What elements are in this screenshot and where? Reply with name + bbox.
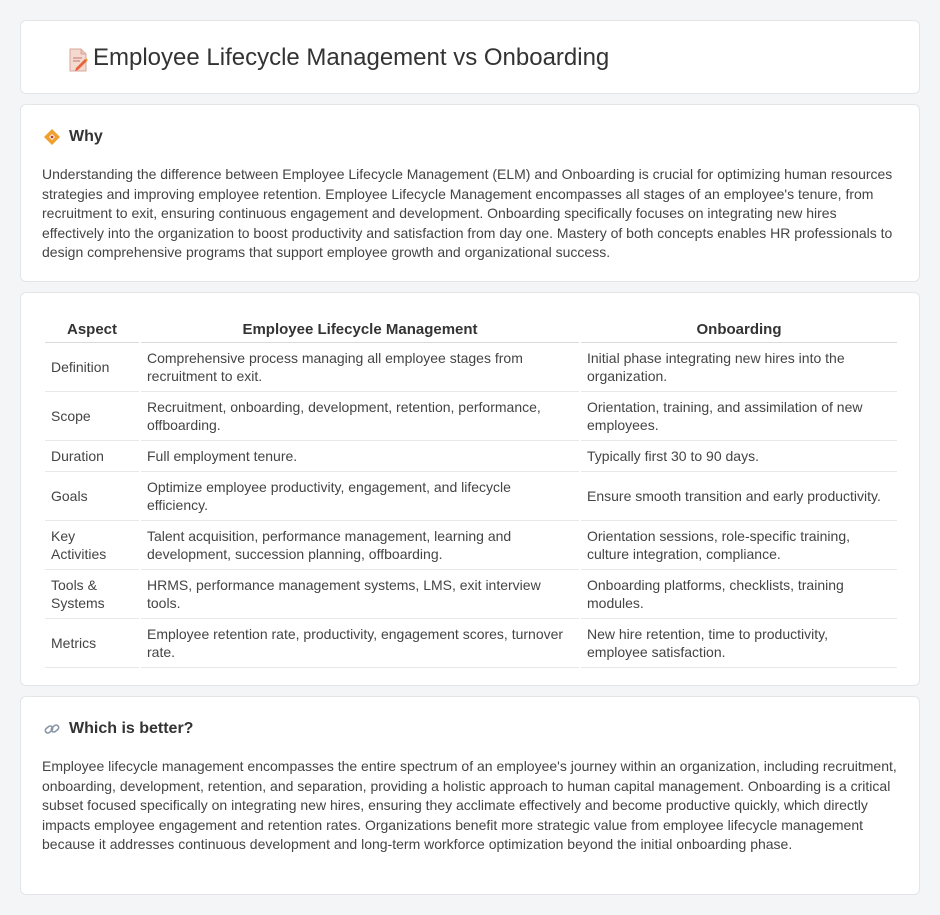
table-cell-elm: Comprehensive process managing all employee stages from recruitment to exit. [141,343,579,392]
why-text: Understanding the difference between Employee Lifecycle Management (ELM) and Onboarding is crucial for optimizing human resources strategies and improving employee retention. Employee Lifecycle Management encompasses all stages of an employee's tenure, from recruitment to exit, ensuring continuous engagement and development. Onboarding specifically focuses on integrating new hires effectively into the organization to boost productivity and satisfaction from day one. Mastery of both concepts enables HR professionals to design comprehensive programs that support employee growth and organizational success. [42,166,893,261]
column-header-onboarding: Onboarding [581,313,897,343]
table-cell-aspect: Tools & Systems [45,570,139,619]
table-cell-elm: Employee retention rate, productivity, engagement scores, turnover rate. [141,619,579,668]
why-section [20,104,920,282]
table-cell-aspect: Scope [45,392,139,441]
table-cell-onboarding: New hire retention, time to productivity, employee satisfaction. [581,619,897,668]
table-cell-elm: HRMS, performance management systems, LMS, exit interview tools. [141,570,579,619]
table-cell-aspect: Definition [45,343,139,392]
table-row [45,343,897,392]
table-cell-elm: Recruitment, onboarding, development, retention, performance, offboarding. [141,392,579,441]
table-cell-onboarding: Typically first 30 to 90 days. [581,441,897,472]
why-heading-row [43,127,103,147]
which-section [20,696,920,895]
table-cell-onboarding: Initial phase integrating new hires into the organization. [581,343,897,392]
table-cell-aspect: Duration [45,441,139,472]
table-cell-elm: Talent acquisition, performance management, learning and development, succession planning, offboarding. [141,521,579,570]
table-row [45,570,897,619]
table-cell-onboarding: Orientation sessions, role-specific training, culture integration, compliance. [581,521,897,570]
which-text: Employee lifecycle management encompasses the entire spectrum of an employee's journey within an organization, including recruitment, onboarding, development, retention, and separation, providing a holistic approach to human capital management. Onboarding is a critical subset focused specifically on integrating new hires, ensuring they acclimate effectively and become productive quickly, which directly impacts employee engagement and retention rates. Organizations benefit more strategic value from employee lifecycle management because it addresses continuous development and long-term workforce optimization beyond the initial onboarding phase. [42,758,897,853]
table-header-row [45,313,897,343]
table-row [45,392,897,441]
page-title: Employee Lifecycle Management vs Onboarding [93,44,610,71]
table-cell-onboarding: Orientation, training, and assimilation of new employees. [581,392,897,441]
table-row [45,472,897,521]
document-edit-icon [65,47,91,73]
table-row [45,441,897,472]
column-header-aspect: Aspect [45,313,139,343]
comparison-section [20,292,920,686]
which-heading: Which is better? [69,720,194,737]
table-cell-aspect: Key Activities [45,521,139,570]
table-cell-aspect: Goals [45,472,139,521]
column-header-elm: Employee Lifecycle Management [141,313,579,343]
table-cell-onboarding: Ensure smooth transition and early productivity. [581,472,897,521]
comparison-table [43,313,899,668]
link-icon [43,720,61,738]
table-row [45,619,897,668]
table-cell-aspect: Metrics [45,619,139,668]
table-cell-elm: Full employment tenure. [141,441,579,472]
table-cell-onboarding: Onboarding platforms, checklists, training modules. [581,570,897,619]
table-row [45,521,897,570]
which-heading-row [43,719,193,739]
title-card [20,20,920,94]
diamond-warning-icon [43,128,61,146]
why-heading: Why [69,128,103,145]
table-cell-elm: Optimize employee productivity, engagement, and lifecycle efficiency. [141,472,579,521]
